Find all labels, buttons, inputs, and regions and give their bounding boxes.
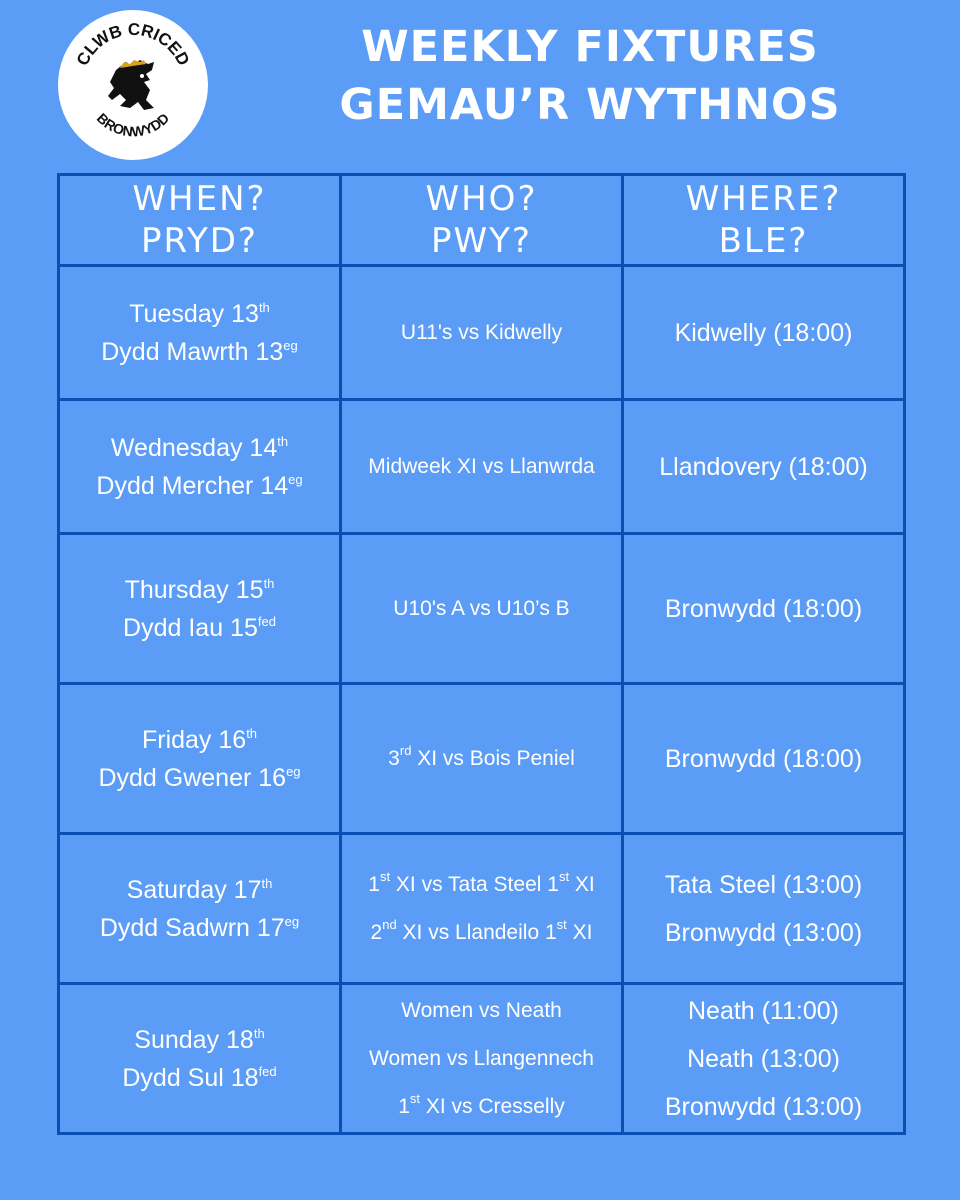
- fixture-text: 3: [388, 746, 400, 770]
- day-english-text: Friday 16: [141, 725, 247, 754]
- fixture-text: 1: [368, 872, 380, 896]
- fixture-line: [342, 735, 621, 783]
- cell-who: [341, 984, 623, 1134]
- day-welsh-text: Dydd Sadwrn 17: [99, 913, 285, 942]
- day-english-text: Saturday 17: [126, 875, 262, 904]
- day-english-text: Thursday 15: [124, 575, 264, 604]
- cell-when: [59, 834, 341, 984]
- logo-bottom-text: BRONWYDD: [93, 109, 173, 140]
- venue-line: Bronwydd (13:00): [664, 1092, 863, 1121]
- header-when: [59, 175, 341, 266]
- day-welsh-suffix: eg: [286, 763, 301, 779]
- fixture-line: Women vs Neath: [401, 998, 562, 1022]
- cell-where: [623, 400, 905, 534]
- fixture-text: XI vs Llandeilo 1: [396, 920, 557, 944]
- day-english-suffix: th: [253, 1025, 265, 1041]
- header-where: [623, 175, 905, 266]
- fixture-line: Women vs Llangennech: [369, 1046, 594, 1070]
- fixture-line: U11's vs Kidwelly: [400, 320, 563, 344]
- header-who-cy: PWY?: [431, 221, 532, 261]
- title-english: WEEKLY FIXTURES: [361, 22, 819, 72]
- table-row: [59, 684, 905, 834]
- venue-line: Tata Steel (13:00): [664, 870, 863, 899]
- ordinal-suffix: st: [558, 868, 570, 884]
- fixture-line: [342, 1083, 621, 1131]
- venue-line: Neath (11:00): [687, 996, 839, 1025]
- cell-when: [59, 684, 341, 834]
- day-welsh-suffix: fed: [258, 1063, 277, 1079]
- table-row: [59, 266, 905, 400]
- day-english-suffix: th: [258, 299, 270, 315]
- day-welsh-suffix: eg: [283, 337, 298, 353]
- cell-where: [623, 266, 905, 400]
- svg-text:BRONWYDD: [94, 110, 172, 140]
- cell-when: [59, 984, 341, 1134]
- cell-where: [623, 834, 905, 984]
- ordinal-suffix: nd: [382, 916, 397, 932]
- fixtures-table: [57, 173, 906, 1135]
- ordinal-suffix: rd: [399, 742, 412, 758]
- table-row: [59, 834, 905, 984]
- fixture-text: XI: [569, 872, 595, 896]
- table-row: [59, 534, 905, 684]
- day-english: [60, 871, 339, 909]
- day-english-suffix: th: [246, 725, 258, 741]
- table-row: [59, 984, 905, 1134]
- lion-icon: [108, 60, 154, 110]
- venue-line: Kidwelly (18:00): [674, 318, 853, 347]
- header-when-cy: PRYD?: [141, 221, 258, 261]
- day-english-suffix: th: [263, 575, 275, 591]
- header-who: [341, 175, 623, 266]
- day-welsh: [60, 759, 339, 797]
- club-crest-icon: [58, 10, 208, 160]
- venue-line: Neath (13:00): [687, 1044, 840, 1073]
- day-welsh: [60, 1059, 339, 1097]
- day-welsh-suffix: fed: [257, 613, 276, 629]
- cell-who: [341, 684, 623, 834]
- logo-top-text: CLWB CRICED: [72, 19, 194, 69]
- cell-where: [623, 534, 905, 684]
- fixture-text: XI vs Bois Peniel: [411, 746, 575, 770]
- day-welsh-text: Dydd Iau 15: [123, 613, 258, 642]
- cell-who: [341, 400, 623, 534]
- day-english: [60, 295, 339, 333]
- header-where-cy: BLE?: [718, 221, 809, 261]
- day-english-suffix: th: [277, 433, 289, 449]
- fixture-line: Midweek XI vs Llanwrda: [368, 454, 595, 478]
- title-welsh: GEMAU’R WYTHNOS: [339, 80, 841, 130]
- day-welsh: [60, 333, 339, 371]
- header-who-en: WHO?: [425, 179, 538, 219]
- cell-when: [59, 266, 341, 400]
- club-logo: [58, 10, 208, 160]
- cell-who: [341, 266, 623, 400]
- fixture-text: XI vs Cresselly: [420, 1094, 565, 1118]
- day-english-text: Tuesday 13: [129, 299, 259, 328]
- day-english-text: Wednesday 14: [110, 433, 278, 462]
- cell-who: [341, 834, 623, 984]
- ordinal-suffix: st: [379, 868, 391, 884]
- cell-when: [59, 534, 341, 684]
- day-welsh-text: Dydd Sul 18: [122, 1063, 259, 1092]
- venue-line: Bronwydd (13:00): [664, 918, 863, 947]
- ordinal-suffix: st: [409, 1090, 421, 1106]
- day-welsh-suffix: eg: [288, 471, 303, 487]
- day-welsh: [60, 909, 339, 947]
- cell-where: [623, 684, 905, 834]
- day-english-text: Sunday 18: [134, 1025, 254, 1054]
- cell-who: [341, 534, 623, 684]
- fixture-text: XI vs Tata Steel 1: [390, 872, 559, 896]
- venue-line: Llandovery (18:00): [659, 452, 868, 481]
- header-when-en: WHEN?: [132, 179, 267, 219]
- day-english: [60, 1021, 339, 1059]
- day-english-suffix: th: [261, 875, 273, 891]
- day-english: [60, 721, 339, 759]
- fixture-line: [342, 861, 621, 909]
- fixture-text: 2: [370, 920, 383, 944]
- fixture-text: XI: [566, 920, 593, 944]
- day-english: [60, 571, 339, 609]
- table-row: [59, 400, 905, 534]
- day-english: [60, 429, 339, 467]
- fixture-line: [342, 909, 621, 957]
- fixture-text: 1: [398, 1094, 410, 1118]
- header-where-en: WHERE?: [685, 179, 842, 219]
- venue-line: Bronwydd (18:00): [664, 744, 863, 773]
- day-welsh-suffix: eg: [284, 913, 300, 929]
- page-title: [240, 18, 940, 134]
- day-welsh-text: Dydd Mercher 14: [96, 471, 289, 500]
- day-welsh: [60, 467, 339, 505]
- ordinal-suffix: st: [556, 916, 567, 932]
- day-welsh-text: Dydd Mawrth 13: [101, 337, 284, 366]
- day-welsh-text: Dydd Gwener 16: [98, 763, 287, 792]
- table-header-row: [59, 175, 905, 266]
- day-welsh: [60, 609, 339, 647]
- cell-when: [59, 400, 341, 534]
- fixture-line: U10's A vs U10’s B: [393, 596, 570, 620]
- cell-where: [623, 984, 905, 1134]
- venue-line: Bronwydd (18:00): [664, 594, 863, 623]
